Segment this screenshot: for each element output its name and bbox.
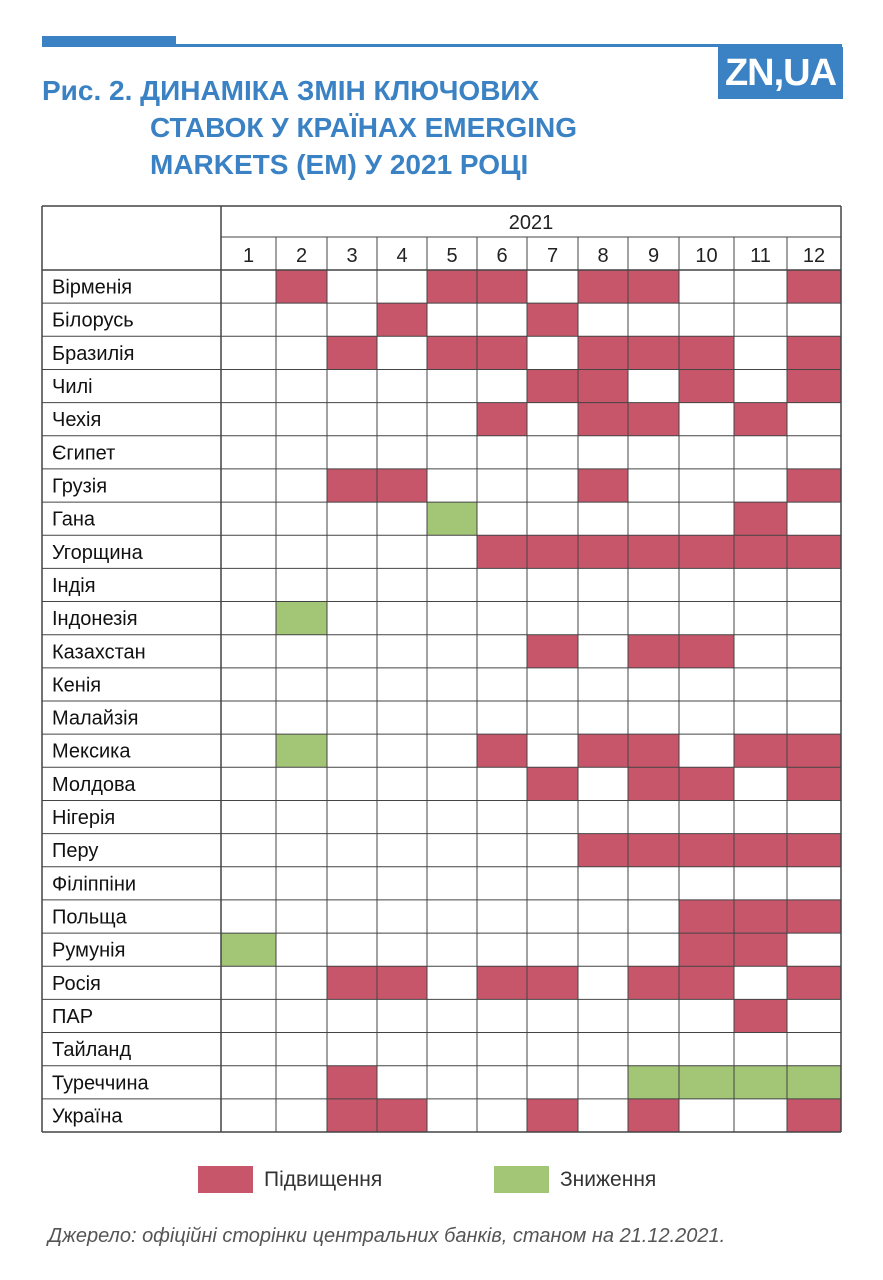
- month-header: 1: [242, 245, 255, 267]
- country-label: Польща: [52, 906, 127, 929]
- increase-cell: [477, 535, 527, 568]
- legend-decrease-label: Зниження: [560, 1168, 657, 1191]
- increase-cell: [679, 369, 734, 402]
- country-label: Чилі: [52, 376, 93, 399]
- increase-cell: [679, 635, 734, 668]
- country-label: Казахстан: [52, 641, 146, 664]
- country-label: Перу: [52, 840, 99, 863]
- country-label: Мексика: [52, 740, 131, 763]
- country-label: Молдова: [52, 773, 136, 796]
- country-label: Угорщина: [52, 541, 143, 564]
- legend-increase-swatch: [198, 1166, 253, 1193]
- increase-cell: [477, 403, 527, 436]
- increase-cell: [527, 1099, 578, 1132]
- increase-cell: [734, 535, 787, 568]
- title-line-3: MARKETS (EM) У 2021 РОЦІ: [150, 149, 529, 180]
- legend-decrease-swatch: [494, 1166, 549, 1193]
- month-header: 4: [396, 245, 408, 267]
- country-label: Румунія: [52, 939, 126, 962]
- increase-cell: [578, 369, 628, 402]
- increase-cell: [377, 966, 427, 999]
- increase-cell: [578, 535, 628, 568]
- increase-cell: [628, 336, 679, 369]
- month-header: 9: [647, 245, 660, 267]
- increase-cell: [734, 999, 787, 1032]
- decrease-cell: [276, 734, 327, 767]
- increase-cell: [628, 403, 679, 436]
- zn-ua-logo: ZN,UA: [718, 47, 843, 99]
- country-label: Грузія: [52, 475, 108, 498]
- month-header: 10: [695, 245, 718, 267]
- increase-cell: [679, 933, 734, 966]
- increase-cell: [734, 900, 787, 933]
- increase-cell: [787, 336, 841, 369]
- country-label: Тайланд: [52, 1039, 132, 1062]
- month-header: 7: [546, 245, 559, 267]
- increase-cell: [679, 834, 734, 867]
- country-label: Індія: [52, 574, 96, 597]
- month-header: 5: [446, 245, 458, 267]
- increase-cell: [787, 535, 841, 568]
- increase-cell: [628, 734, 679, 767]
- increase-cell: [427, 270, 477, 303]
- increase-cell: [527, 535, 578, 568]
- decrease-cell: [221, 933, 276, 966]
- increase-cell: [787, 1099, 841, 1132]
- month-header: 6: [496, 245, 508, 267]
- increase-cell: [628, 635, 679, 668]
- increase-cell: [527, 966, 578, 999]
- increase-cell: [787, 767, 841, 800]
- increase-cell: [787, 369, 841, 402]
- month-header: 12: [802, 245, 826, 267]
- country-label: Туреччина: [52, 1072, 149, 1095]
- increase-cell: [628, 966, 679, 999]
- title-line-1: Рис. 2. ДИНАМІКА ЗМІН КЛЮЧОВИХ: [42, 75, 540, 106]
- increase-cell: [628, 767, 679, 800]
- increase-cell: [734, 834, 787, 867]
- increase-cell: [679, 767, 734, 800]
- country-label: Кенія: [52, 674, 102, 697]
- increase-cell: [377, 303, 427, 336]
- country-label: Вірменія: [52, 276, 133, 299]
- increase-cell: [679, 336, 734, 369]
- increase-cell: [734, 933, 787, 966]
- increase-cell: [578, 469, 628, 502]
- increase-cell: [527, 767, 578, 800]
- decrease-cell: [427, 502, 477, 535]
- source-note: Джерело: офіційні сторінки центральних банків, станом на 21.12.2021.: [48, 1225, 726, 1247]
- year-header: 2021: [508, 212, 554, 234]
- increase-cell: [578, 403, 628, 436]
- increase-cell: [787, 270, 841, 303]
- increase-cell: [477, 336, 527, 369]
- country-label: Чехія: [52, 409, 102, 432]
- country-label: Росія: [52, 972, 101, 995]
- increase-cell: [427, 336, 477, 369]
- increase-cell: [679, 900, 734, 933]
- increase-cell: [578, 834, 628, 867]
- increase-cell: [787, 834, 841, 867]
- legend-increase-label: Підвищення: [264, 1168, 383, 1191]
- increase-cell: [734, 502, 787, 535]
- decrease-cell: [276, 602, 327, 635]
- increase-cell: [628, 834, 679, 867]
- increase-cell: [327, 1099, 377, 1132]
- increase-cell: [527, 369, 578, 402]
- increase-cell: [628, 1099, 679, 1132]
- decrease-cell: [628, 1066, 679, 1099]
- country-label: Гана: [52, 508, 95, 531]
- increase-cell: [377, 469, 427, 502]
- increase-cell: [578, 270, 628, 303]
- increase-cell: [327, 1066, 377, 1099]
- month-header: 8: [597, 245, 609, 267]
- increase-cell: [679, 535, 734, 568]
- country-label: Філіппіни: [52, 873, 137, 896]
- increase-cell: [527, 635, 578, 668]
- increase-cell: [327, 469, 377, 502]
- increase-cell: [327, 336, 377, 369]
- increase-cell: [527, 303, 578, 336]
- country-label: Малайзія: [52, 707, 139, 730]
- increase-cell: [327, 966, 377, 999]
- country-label: Білорусь: [52, 309, 134, 332]
- increase-cell: [477, 966, 527, 999]
- increase-cell: [734, 403, 787, 436]
- country-label: ПАР: [52, 1005, 94, 1028]
- increase-cell: [787, 966, 841, 999]
- title-line-2: СТАВОК У КРАЇНАХ EMERGING: [150, 112, 578, 143]
- increase-cell: [679, 966, 734, 999]
- increase-cell: [787, 900, 841, 933]
- increase-cell: [477, 270, 527, 303]
- country-label: Бразилія: [52, 342, 135, 365]
- increase-cell: [477, 734, 527, 767]
- increase-cell: [787, 734, 841, 767]
- country-label: Єгипет: [52, 442, 116, 465]
- increase-cell: [578, 336, 628, 369]
- month-header: 2: [295, 245, 308, 267]
- decrease-cell: [679, 1066, 734, 1099]
- country-label: Індонезія: [52, 608, 138, 631]
- month-header: 3: [346, 245, 358, 267]
- increase-cell: [578, 734, 628, 767]
- decrease-cell: [734, 1066, 787, 1099]
- increase-cell: [276, 270, 327, 303]
- increase-cell: [377, 1099, 427, 1132]
- increase-cell: [628, 535, 679, 568]
- decrease-cell: [787, 1066, 841, 1099]
- increase-cell: [734, 734, 787, 767]
- country-label: Україна: [52, 1105, 123, 1128]
- month-header: 11: [750, 245, 771, 267]
- increase-cell: [787, 469, 841, 502]
- increase-cell: [628, 270, 679, 303]
- country-label: Нігерія: [52, 807, 116, 830]
